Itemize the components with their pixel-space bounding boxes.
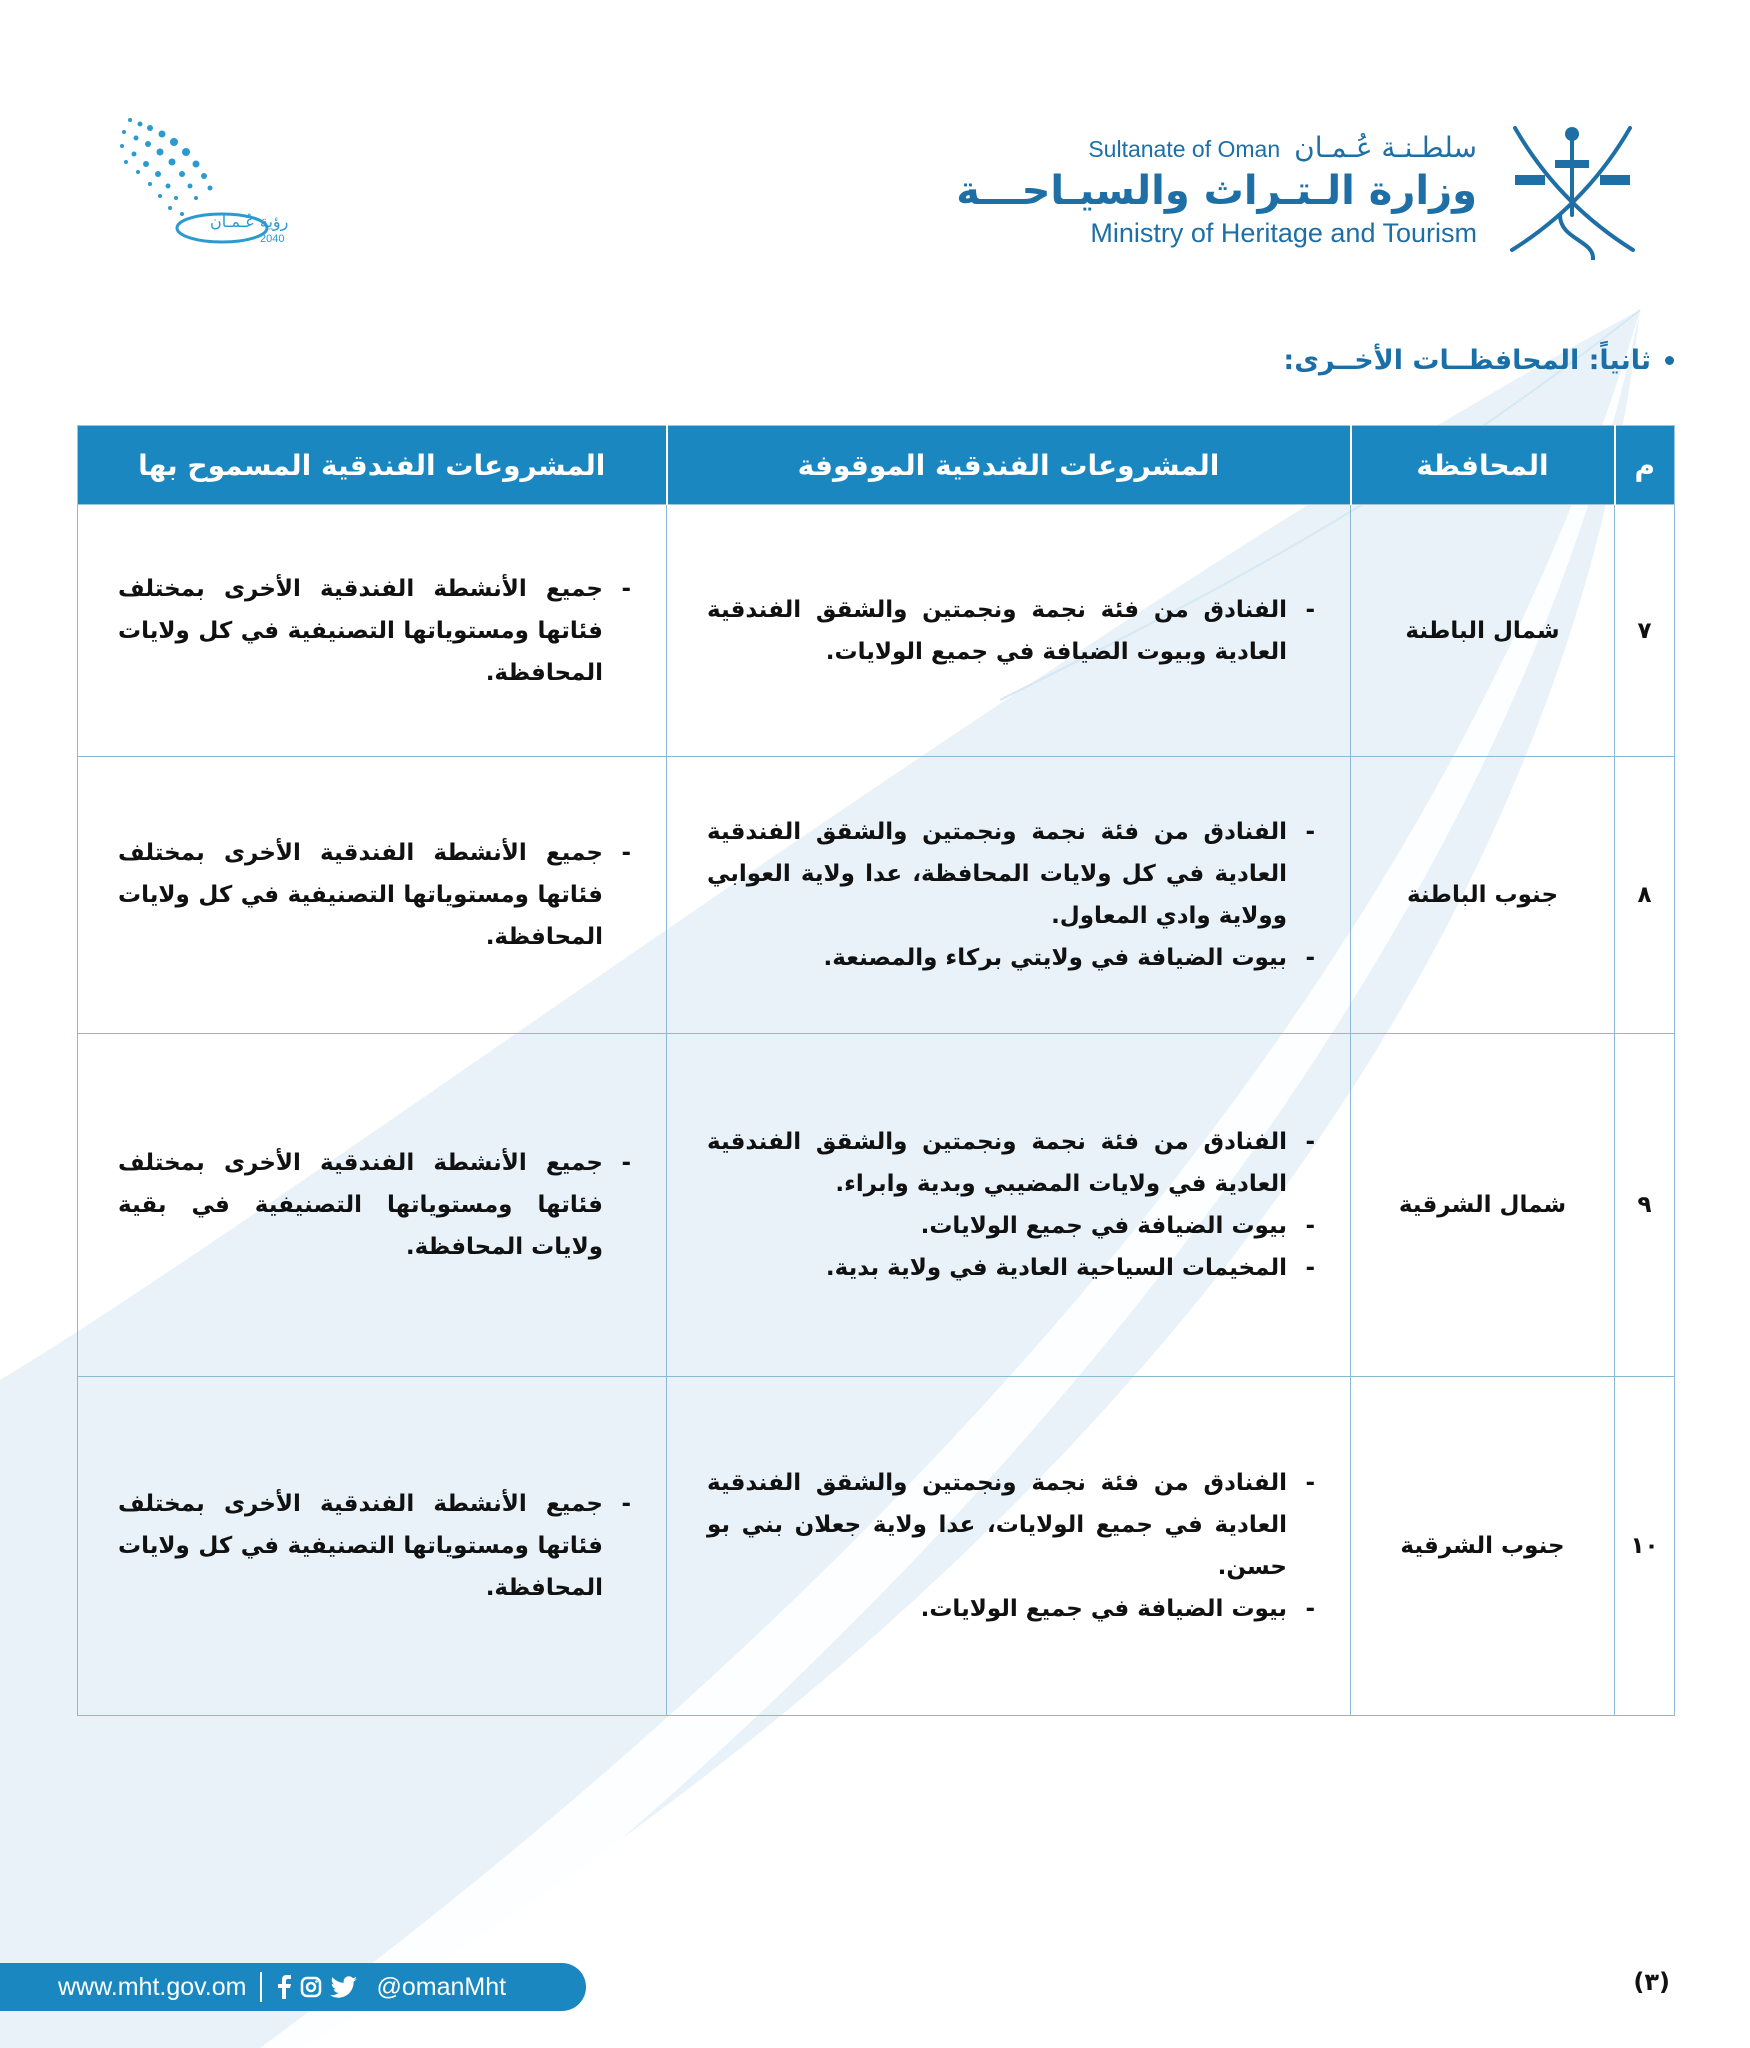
header-governorate: المحافظة (1351, 426, 1615, 505)
vision-year: 2040 (260, 233, 285, 245)
vision-dots-icon (110, 110, 320, 260)
row-number: ٧ (1615, 505, 1675, 757)
list-item: - الفنادق من فئة نجمة ونجمتين والشقق الفندقية العادية وبيوت الضيافة في جميع الولايات. (707, 589, 1315, 673)
row-governorate: جنوب الباطنة (1351, 757, 1615, 1034)
list-item: - الفنادق من فئة نجمة ونجمتين والشقق الفندقية العادية في جميع الولايات، عدا ولاية جعلان بني بو حسن. (707, 1462, 1315, 1588)
row-number: ٨ (1615, 757, 1675, 1034)
list-item: - بيوت الضيافة في جميع الولايات. (707, 1588, 1315, 1630)
list-item: - جميع الأنشطة الفندقية الأخرى بمختلف فئاتها ومستوياتها التصنيفية في كل ولايات المحافظة. (118, 832, 631, 958)
header-suspended-projects: المشروعات الفندقية الموقوفة (667, 426, 1351, 505)
list-item: - بيوت الضيافة في ولايتي بركاء والمصنعة. (707, 937, 1315, 979)
ministry-name-ar: وزارة الـتـراث والسيـاحـــة (956, 168, 1477, 214)
footer-bar (0, 1963, 586, 2011)
table-row (78, 1034, 1675, 1377)
row-governorate: شمال الشرقية (1351, 1034, 1615, 1377)
table-row (78, 1377, 1675, 1716)
bullet-icon (1665, 356, 1674, 365)
row-permitted (78, 757, 667, 1034)
row-permitted (78, 1034, 667, 1377)
section-title (1283, 345, 1674, 376)
row-number: ١٠ (1615, 1377, 1675, 1716)
list-item: - الفنادق من فئة نجمة ونجمتين والشقق الفندقية العادية في ولايات المضيبي وبدية وابراء. (707, 1121, 1315, 1205)
list-item: - الفنادق من فئة نجمة ونجمتين والشقق الفندقية العادية في كل ولايات المحافظة، عدا ولاية العوابي وولاية وادي المعاول. (707, 811, 1315, 937)
vision-2040-logo (110, 110, 320, 260)
list-item: - جميع الأنشطة الفندقية الأخرى بمختلف فئاتها ومستوياتها التصنيفية في بقية ولايات المحافظة. (118, 1142, 631, 1268)
ministry-name-en: Ministry of Heritage and Tourism (1090, 218, 1477, 248)
social-handle[interactable]: @omanMht (376, 1972, 507, 2001)
ministry-name-block (956, 131, 1477, 249)
list-item: - بيوت الضيافة في جميع الولايات. (707, 1205, 1315, 1247)
row-suspended (667, 1377, 1351, 1716)
instagram-icon[interactable] (300, 1976, 322, 1998)
ministry-header (956, 115, 1640, 265)
row-suspended (667, 757, 1351, 1034)
table-row (78, 505, 1675, 757)
footer-divider (260, 1972, 262, 2002)
website-link[interactable]: www.mht.gov.om (58, 1972, 247, 2001)
governorate-projects-table (77, 425, 1675, 1716)
row-governorate: جنوب الشرقية (1351, 1377, 1615, 1716)
page-number: (٣) (1633, 1968, 1670, 1996)
section-title-text: ثانياً: المحافظــات الأخــرى: (1283, 345, 1651, 376)
table-row (78, 757, 1675, 1034)
country-name-ar: سلطـنـة عُـمـان (1294, 131, 1477, 164)
oman-emblem-icon (1505, 120, 1640, 260)
list-item: - جميع الأنشطة الفندقية الأخرى بمختلف فئاتها ومستوياتها التصنيفية في كل ولايات المحافظة. (118, 568, 631, 694)
row-permitted (78, 1377, 667, 1716)
facebook-icon[interactable] (276, 1975, 292, 1999)
vision-text: رؤية عُـمـان (210, 212, 289, 231)
row-suspended (667, 1034, 1351, 1377)
header-permitted-projects: المشروعات الفندقية المسموح بها (78, 426, 667, 505)
row-permitted (78, 505, 667, 757)
country-line (1088, 131, 1477, 164)
row-governorate: شمال الباطنة (1351, 505, 1615, 757)
list-item: - جميع الأنشطة الفندقية الأخرى بمختلف فئاتها ومستوياتها التصنيفية في كل ولايات المحافظة. (118, 1483, 631, 1609)
list-item: - المخيمات السياحية العادية في ولاية بدية. (707, 1247, 1315, 1289)
twitter-icon[interactable] (330, 1976, 358, 1998)
table-header-row (78, 426, 1675, 505)
country-name-en: Sultanate of Oman (1088, 136, 1281, 162)
header-number: م (1615, 426, 1675, 505)
row-suspended (667, 505, 1351, 757)
row-number: ٩ (1615, 1034, 1675, 1377)
